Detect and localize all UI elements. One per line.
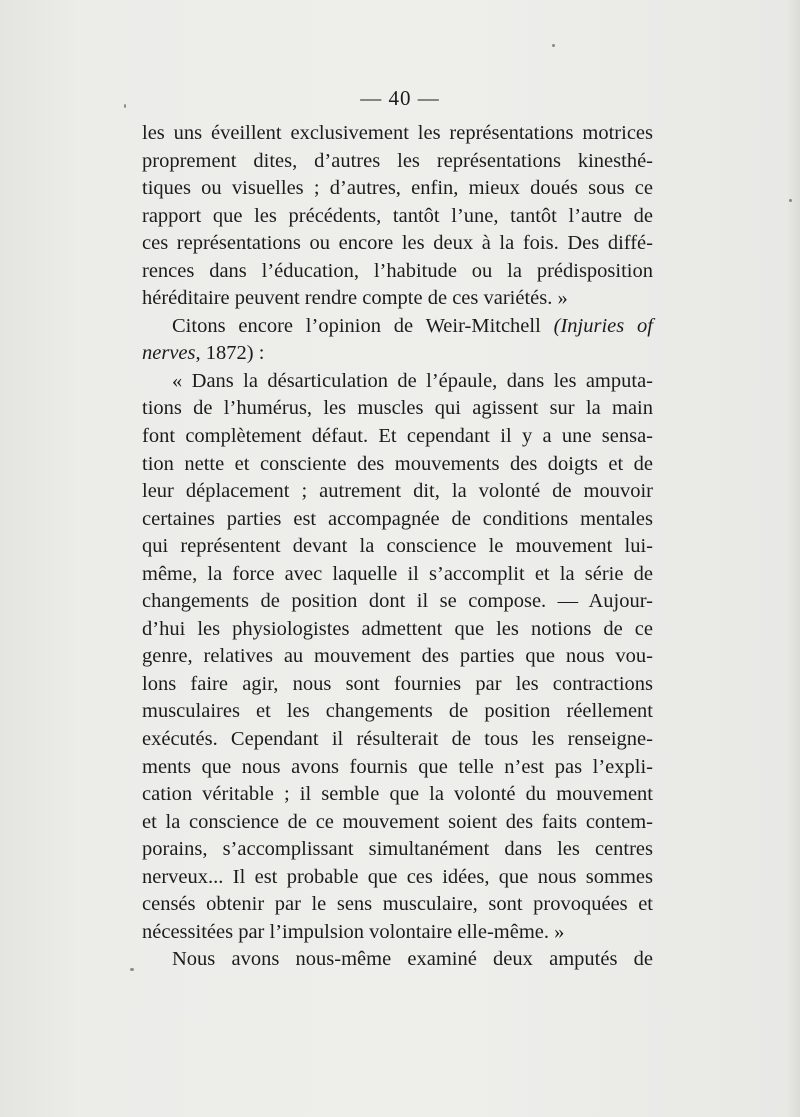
citation-prefix: Citons encore l’opinion de Weir-Mitchell — [172, 314, 554, 337]
text-line: lons faire agir, nous sont fournies par les contractions — [142, 672, 653, 695]
text-line: même, la force avec laquelle il s’accomplit et la série de — [142, 562, 653, 585]
text-line: et la conscience de ce mouvement soient des faits contem- — [142, 810, 653, 833]
page-edge-shadow — [786, 0, 800, 1117]
text-line: certaines parties est accompagnée de conditions mentales — [142, 507, 653, 530]
body-text — [142, 120, 653, 974]
text-line: tion nette et consciente des mouvements des doigts et de — [142, 452, 653, 475]
text-line: porains, s’accomplissant simultanément dans les centres — [142, 838, 653, 861]
citation-title: (Injuries of — [553, 314, 653, 337]
text-line: nécessitées par l’impulsion volontaire elle-même. » — [142, 920, 565, 943]
text-line: nerveux... Il est probable que ces idées, que nous sommes — [142, 865, 653, 888]
text-line: héréditaire peuvent rendre compte de ces variétés. » — [142, 287, 568, 310]
scan-speck — [130, 968, 134, 971]
text-line: leur déplacement ; autrement dit, la volonté de mouvoir — [142, 480, 653, 503]
text-line: ces représentations ou encore les deux à la fois. Des diffé- — [142, 232, 653, 255]
text-line: d’hui les physiologistes admettent que les notions de ce — [142, 617, 653, 640]
text-line: ments que nous avons fournis que telle n’est pas l’expli- — [142, 755, 653, 778]
text-line: proprement dites, d’autres les représentations kinesthé- — [142, 149, 653, 172]
text-line: exécutés. Cependant il résulterait de tous les renseigne- — [142, 728, 653, 751]
text-line: cation véritable ; il semble que la volonté du mouvement — [142, 783, 653, 806]
text-line: changements de position dont il se compose. — Aujour- — [142, 590, 653, 613]
text-line: genre, relatives au mouvement des parties que nous vou- — [142, 645, 653, 668]
text-line: rapport que les précédents, tantôt l’une, tantôt l’autre de — [142, 204, 653, 227]
text-line: font complètement défaut. Et cependant il y a une sensa- — [142, 425, 653, 448]
page-number: — 40 — — [360, 86, 440, 110]
text-line: qui représentent devant la conscience le mouvement lui- — [142, 535, 653, 558]
text-line: tions de l’humérus, les muscles qui agissent sur la main — [142, 397, 653, 420]
text-line: rences dans l’éducation, l’habitude ou la prédisposition — [142, 259, 653, 282]
text-line: tiques ou visuelles ; d’autres, enfin, mieux doués sous ce — [142, 177, 653, 200]
scan-speck — [124, 104, 126, 108]
scan-speck — [552, 44, 555, 47]
text-line: Nous avons nous-même examiné deux amputés de — [172, 948, 653, 971]
citation-line — [142, 313, 653, 341]
text-line: « Dans la désarticulation de l’épaule, dans les amputa- — [172, 369, 653, 392]
text-line: les uns éveillent exclusivement les représentations motrices — [142, 122, 653, 144]
text-line: musculaires et les changements de position réellement — [142, 700, 653, 723]
citation-suffix: , 1872) : — [195, 342, 265, 365]
citation-title-cont: nerves — [142, 342, 196, 365]
citation-line — [142, 340, 653, 368]
text-line: censés obtenir par le sens musculaire, sont provoquées et — [142, 893, 653, 916]
